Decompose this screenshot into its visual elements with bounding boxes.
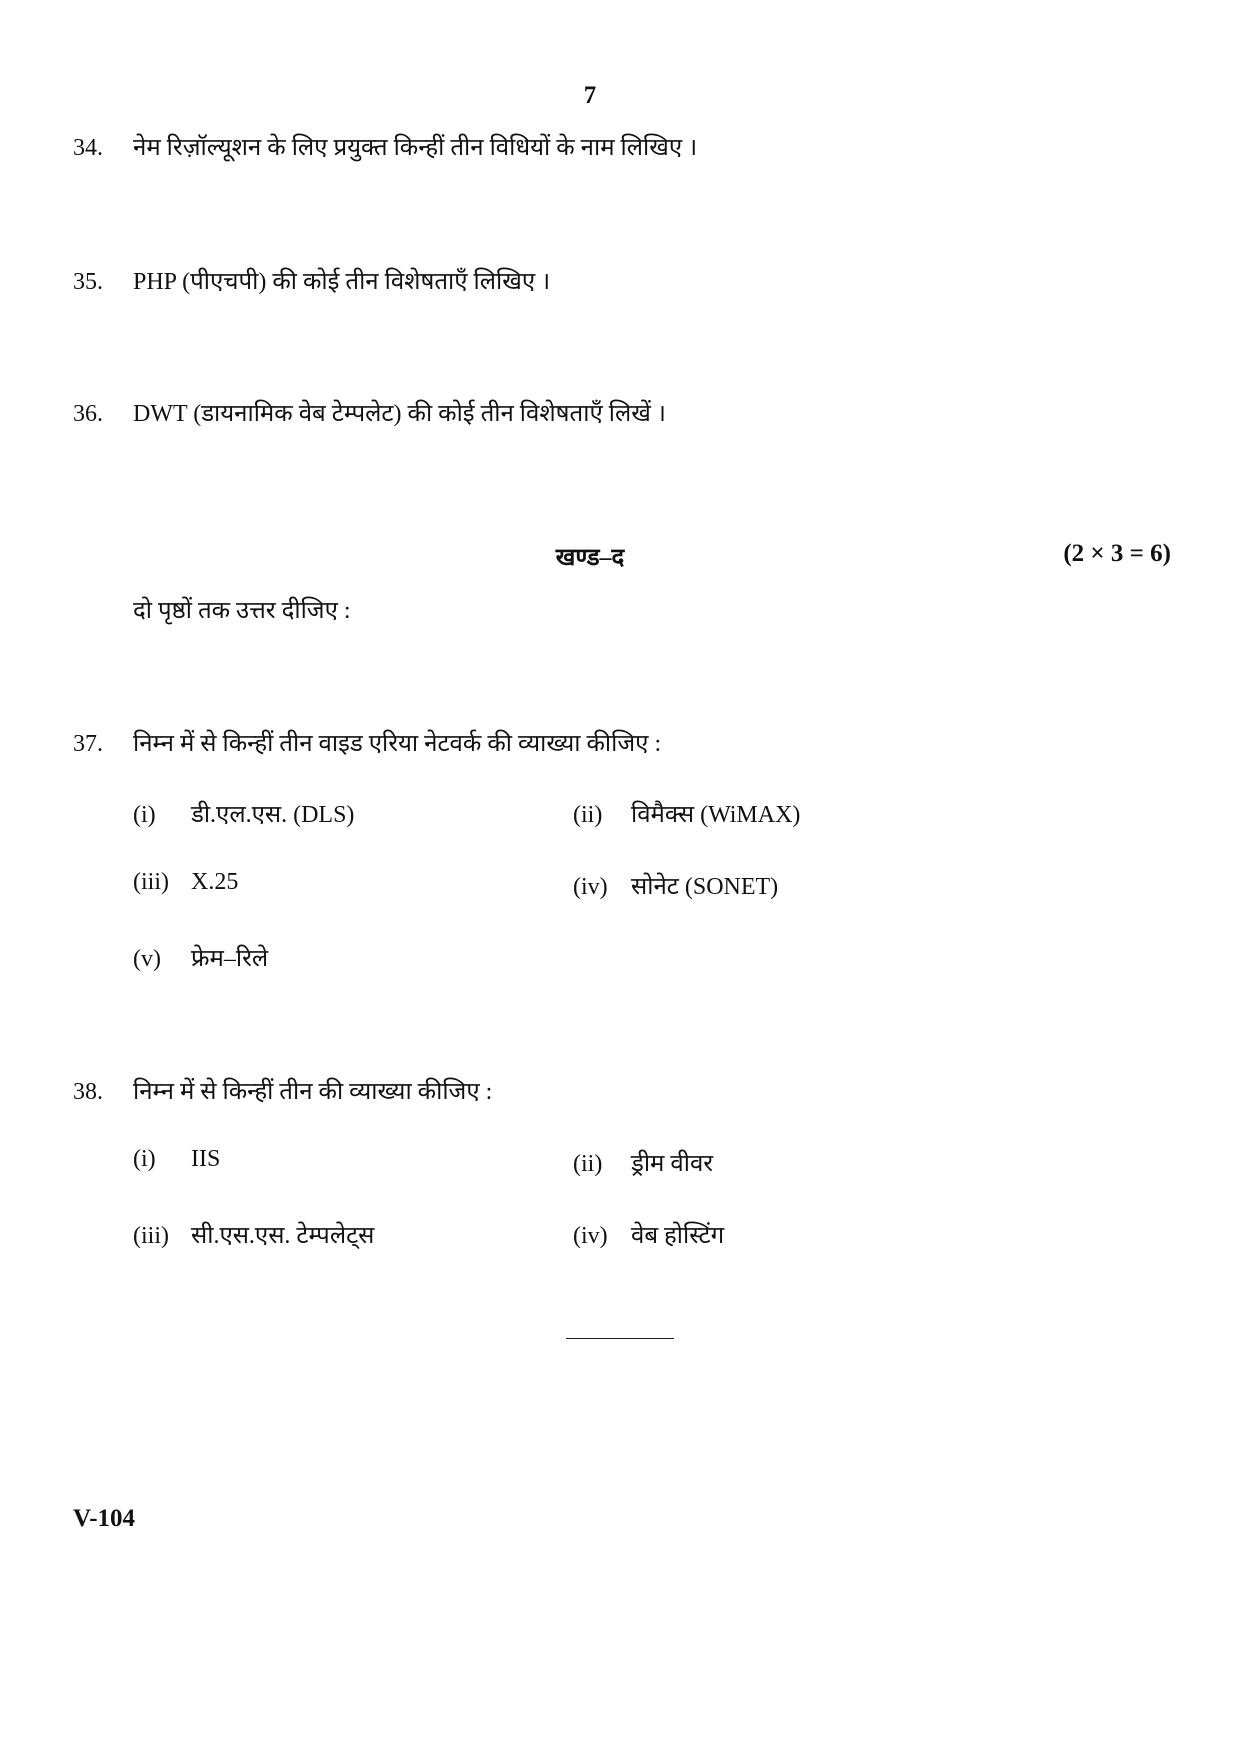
option-roman: (iv) xyxy=(573,1223,608,1249)
option-text: IIS xyxy=(191,1146,221,1172)
end-divider xyxy=(566,1338,674,1339)
option-text: विमैक्स (WiMAX) xyxy=(631,802,801,828)
option-text: डी.एल.एस. (DLS) xyxy=(191,802,355,828)
question-number: 36. xyxy=(73,401,103,427)
question-text: PHP (पीएचपी) की कोई तीन विशेषताएँ लिखिए । xyxy=(133,269,551,295)
option-text: X.25 xyxy=(191,869,239,895)
section-title: खण्ड–द xyxy=(555,545,625,571)
question-38 xyxy=(73,1074,492,1107)
q37-option-ii xyxy=(573,797,800,830)
q37-option-i xyxy=(133,797,354,830)
question-35 xyxy=(73,264,550,297)
option-roman: (i) xyxy=(133,1146,156,1172)
q37-option-iv xyxy=(573,869,778,902)
option-roman: (v) xyxy=(133,946,161,972)
option-roman: (iv) xyxy=(573,874,608,900)
section-instruction: दो पृष्ठों तक उत्तर दीजिए : xyxy=(133,598,351,624)
option-text: ड्रीम वीवर xyxy=(631,1151,714,1177)
option-text: फ्रेम–रिले xyxy=(191,946,269,972)
option-roman: (ii) xyxy=(573,802,603,828)
question-text: नेम रिज़ॉल्यूशन के लिए प्रयुक्त किन्हीं तीन विधियों के नाम लिखिए । xyxy=(133,135,698,161)
q38-option-ii xyxy=(573,1146,713,1179)
page-number: 7 xyxy=(583,82,597,109)
question-number: 38. xyxy=(73,1079,103,1105)
option-roman: (iii) xyxy=(133,1223,169,1249)
question-text: निम्न में से किन्हीं तीन वाइड एरिया नेटवर्क की व्याख्या कीजिए : xyxy=(133,731,662,757)
question-number: 37. xyxy=(73,731,103,757)
option-text: वेब होस्टिंग xyxy=(631,1223,725,1249)
option-roman: (i) xyxy=(133,802,156,828)
paper-code: V-104 xyxy=(73,1505,136,1532)
question-text: DWT (डायनामिक वेब टेम्पलेट) की कोई तीन विशेषताएँ लिखें । xyxy=(133,401,666,427)
option-roman: (iii) xyxy=(133,869,169,895)
option-text: सोनेट (SONET) xyxy=(631,874,779,900)
option-roman: (ii) xyxy=(573,1151,603,1177)
q37-option-iii xyxy=(133,869,238,896)
q38-option-iii xyxy=(133,1218,374,1251)
q37-option-v xyxy=(133,941,268,974)
option-text: सी.एस.एस. टेम्पलेट्स xyxy=(191,1223,375,1249)
question-34 xyxy=(73,130,697,163)
question-36 xyxy=(73,396,666,429)
question-number: 34. xyxy=(73,135,103,161)
q38-option-iv xyxy=(573,1218,724,1251)
question-37 xyxy=(73,726,661,759)
question-text: निम्न में से किन्हीं तीन की व्याख्या कीजिए : xyxy=(133,1079,493,1105)
question-number: 35. xyxy=(73,269,103,295)
q38-option-i xyxy=(133,1146,220,1173)
section-marks: (2 × 3 = 6) xyxy=(1063,540,1171,567)
